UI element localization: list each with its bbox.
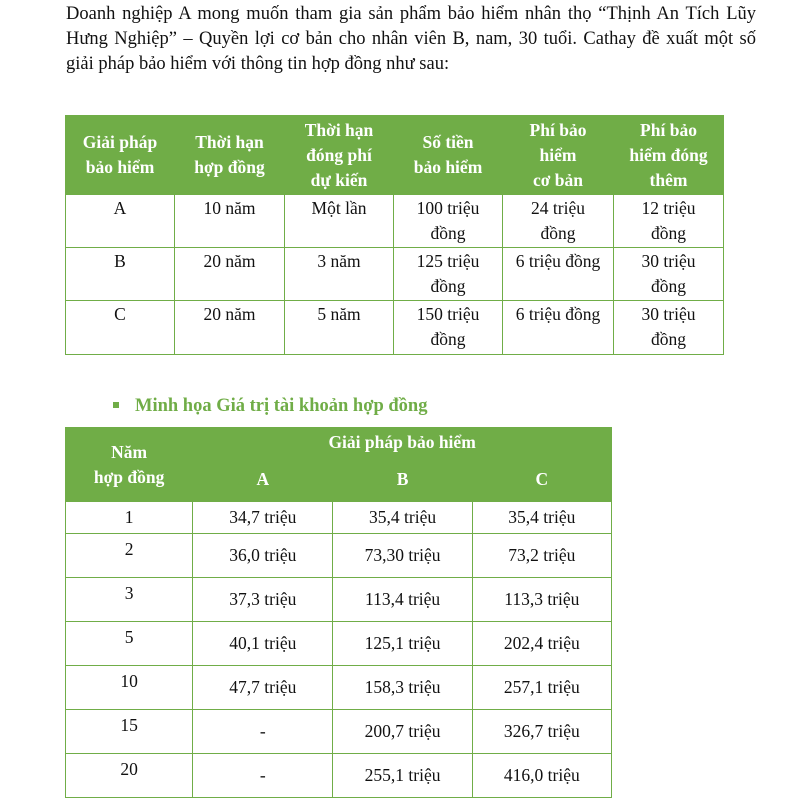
table-cell: 6 triệu đồng: [503, 248, 614, 301]
intro-paragraph: Doanh nghiệp A mong muốn tham gia sản phẩm bảo hiểm nhân thọ “Thịnh An Tích Lũy Hưng Nghiệp” – Quyền lợi cơ bản cho nhân viên B, nam, 30 tuổi. Cathay đề xuất một số giải pháp bảo hiểm với thông tin hợp đồng như sau:: [66, 4, 756, 74]
table-cell: 30 triệu đồng: [614, 248, 724, 301]
table-row: [66, 195, 724, 248]
value-cell: 37,3 triệu: [193, 578, 333, 622]
table-row: [66, 666, 612, 710]
header-contract-year: Năm hợp đồng: [66, 428, 193, 502]
header-insurance-solution: Giải pháp bảo hiểm: [193, 428, 612, 458]
table-row: [66, 248, 724, 301]
table-row: [66, 301, 724, 355]
table2-header-row: [66, 428, 612, 458]
table-cell: 6 triệu đồng: [503, 301, 614, 355]
table-cell: 150 triệu đồng: [394, 301, 503, 355]
header-solution-b: B: [333, 458, 472, 502]
value-cell: 125,1 triệu: [333, 622, 472, 666]
table-cell: 125 triệu đồng: [394, 248, 503, 301]
table-cell: B: [66, 248, 175, 301]
table-cell: 20 năm: [175, 248, 285, 301]
value-cell: -: [193, 754, 333, 798]
value-cell: 36,0 triệu: [193, 534, 333, 578]
table-row: [66, 754, 612, 798]
table-cell: A: [66, 195, 175, 248]
table-row: [66, 578, 612, 622]
value-cell: 73,2 triệu: [472, 534, 611, 578]
section-title: Minh họa Giá trị tài khoản hợp đồng: [135, 396, 428, 416]
table-row: [66, 622, 612, 666]
section-heading: [113, 393, 427, 419]
table-cell: 100 triệu đồng: [394, 195, 503, 248]
table-row: [66, 502, 612, 534]
header-sum-insured: Số tiền bảo hiểm: [394, 116, 503, 195]
year-cell: 1: [66, 502, 193, 534]
value-cell: 202,4 triệu: [472, 622, 611, 666]
table-cell: 30 triệu đồng: [614, 301, 724, 355]
table-cell: 20 năm: [175, 301, 285, 355]
value-cell: 257,1 triệu: [472, 666, 611, 710]
year-cell: 5: [66, 622, 193, 666]
year-cell: 10: [66, 666, 193, 710]
table-cell: Một lần: [285, 195, 394, 248]
header-payment-term: Thời hạn đóng phí dự kiến: [285, 116, 394, 195]
year-cell: 15: [66, 710, 193, 754]
table-row: [66, 710, 612, 754]
table-cell: 12 triệu đồng: [614, 195, 724, 248]
header-extra-premium: Phí bảo hiểm đóng thêm: [614, 116, 724, 195]
square-bullet-icon: [113, 402, 119, 408]
table-row: [66, 534, 612, 578]
year-cell: 2: [66, 534, 193, 578]
value-cell: 113,4 triệu: [333, 578, 472, 622]
value-cell: 158,3 triệu: [333, 666, 472, 710]
value-cell: 73,30 triệu: [333, 534, 472, 578]
header-solution-c: C: [472, 458, 611, 502]
value-cell: 113,3 triệu: [472, 578, 611, 622]
table-cell: 5 năm: [285, 301, 394, 355]
value-cell: 255,1 triệu: [333, 754, 472, 798]
year-cell: 20: [66, 754, 193, 798]
table-cell: 24 triệu đồng: [503, 195, 614, 248]
value-cell: 40,1 triệu: [193, 622, 333, 666]
header-base-premium: Phí bảo hiểm cơ bản: [503, 116, 614, 195]
value-cell: 47,7 triệu: [193, 666, 333, 710]
value-cell: 35,4 triệu: [333, 502, 472, 534]
table1-header-row: [66, 116, 724, 195]
value-cell: 326,7 triệu: [472, 710, 611, 754]
insurance-solutions-table: [65, 115, 724, 355]
value-cell: -: [193, 710, 333, 754]
header-solution: Giải pháp bảo hiểm: [66, 116, 175, 195]
account-value-table: [65, 427, 612, 798]
value-cell: 416,0 triệu: [472, 754, 611, 798]
year-cell: 3: [66, 578, 193, 622]
value-cell: 200,7 triệu: [333, 710, 472, 754]
table-cell: 3 năm: [285, 248, 394, 301]
table-cell: C: [66, 301, 175, 355]
value-cell: 34,7 triệu: [193, 502, 333, 534]
value-cell: 35,4 triệu: [472, 502, 611, 534]
header-contract-term: Thời hạn hợp đồng: [175, 116, 285, 195]
header-solution-a: A: [193, 458, 333, 502]
table-cell: 10 năm: [175, 195, 285, 248]
